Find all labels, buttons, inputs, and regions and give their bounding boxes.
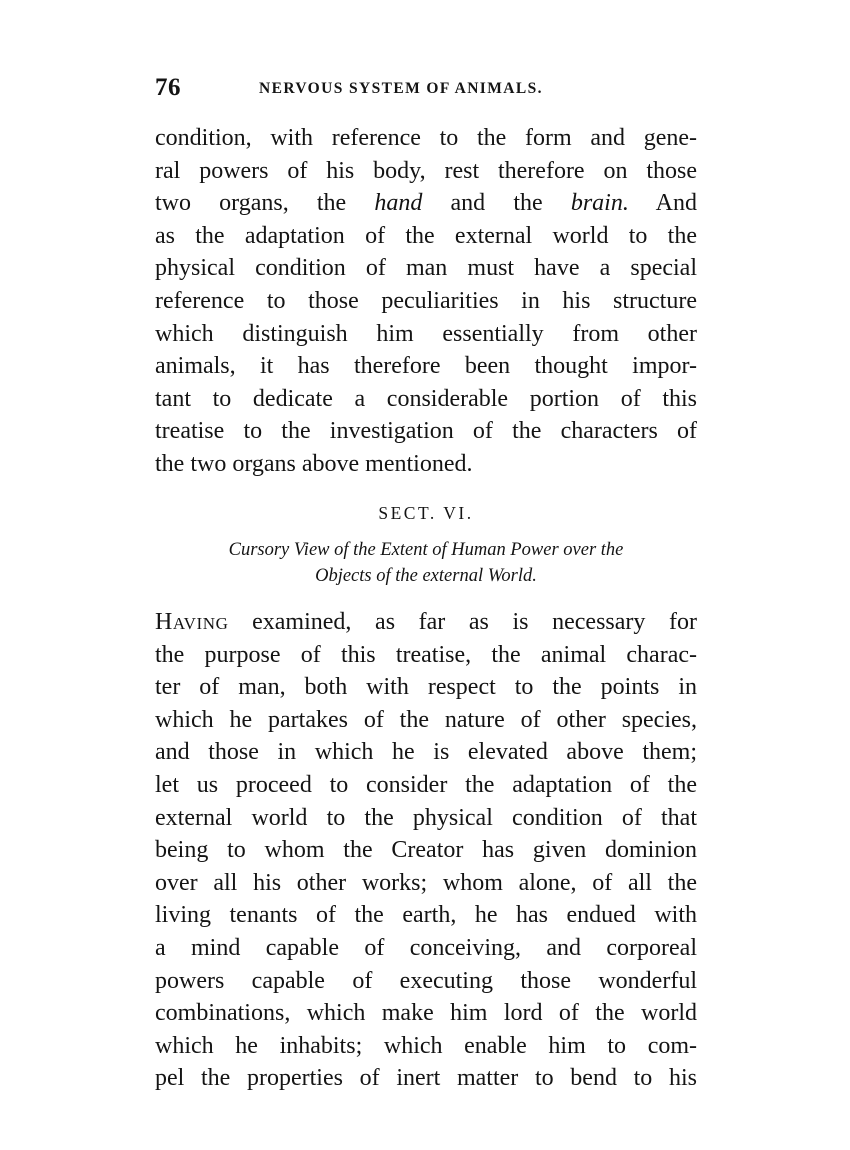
text-line: animals, it has therefore been thought impor- [155,353,697,380]
text-line: ral powers of his body, rest therefore on those [155,157,697,184]
text-line: let us proceed to consider the adaptation of the [155,771,697,798]
running-head [155,74,700,104]
text-line: which he partakes of the nature of other species, [155,706,697,733]
text-line: tant to dedicate a considerable portion of this [155,385,697,412]
text-line: and those in which he is elevated above them; [155,739,697,766]
text-line: powers capable of executing those wonderful [155,967,697,994]
text-line: the purpose of this treatise, the animal charac- [155,641,697,668]
paragraph-1 [155,122,697,481]
emphasis-brain: brain. [570,190,629,217]
text-line: combinations, which make him lord of the world [155,1000,697,1027]
text-line: which distinguish him essentially from other [155,320,697,347]
section-heading: SECT. VI. [378,503,474,523]
text-line: two organs, the hand and the brain. And [155,190,697,217]
section-subtitle-line-1: Cursory View of the Extent of Human Power over the [228,540,624,560]
text-line: Having examined, as far as is necessary for [155,609,697,635]
text-line: physical condition of man must have a special [155,255,697,282]
text-line: a mind capable of conceiving, and corporeal [155,934,697,961]
running-title: NERVOUS SYSTEM OF ANIMALS. [259,80,543,97]
text-line: external world to the physical condition of that [155,804,697,831]
section-subtitle [155,537,697,589]
section-subtitle-line-2: Objects of the external World. [315,566,537,586]
text-line: which he inhabits; which enable him to com- [155,1032,697,1059]
text-line: as the adaptation of the external world to the [155,222,697,249]
paragraph-2 [155,606,697,1095]
text-line: condition, with reference to the form and gene- [155,125,697,151]
text-line: reference to those peculiarities in his structure [155,287,697,314]
page-number: 76 [155,74,181,101]
text-line: pel the properties of inert matter to bend to his [155,1065,697,1092]
lead-word: Having [155,609,229,635]
text-line: the two organs above mentioned. [155,450,473,477]
text-line: treatise to the investigation of the characters of [155,418,697,445]
text-line: being to whom the Creator has given dominion [155,837,697,864]
emphasis-hand: hand [374,190,423,217]
text-line: living tenants of the earth, he has endued with [155,902,697,929]
text-line: ter of man, both with respect to the points in [155,674,697,701]
text-line: over all his other works; whom alone, of all the [155,869,697,896]
